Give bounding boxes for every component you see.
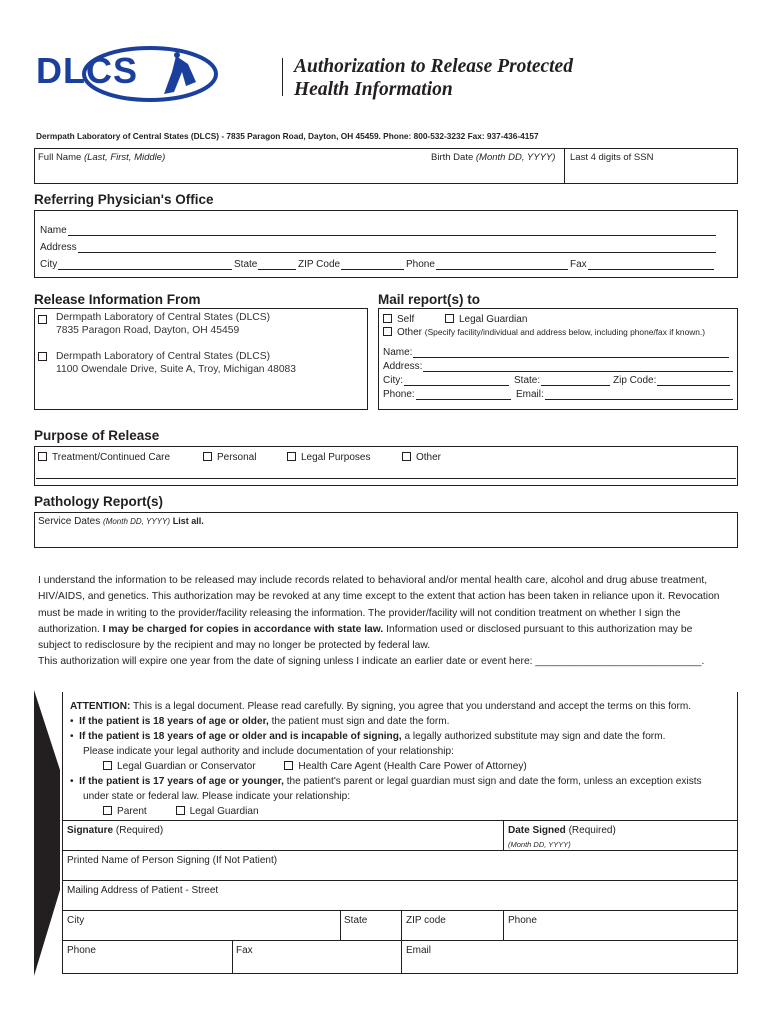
guardian-conservator-checkbox[interactable] (103, 761, 112, 770)
release-dayton-line1: Dermpath Laboratory of Central States (DLCS) (56, 312, 271, 323)
pathology-heading: Pathology Report(s) (34, 494, 164, 509)
physician-fax-field[interactable] (570, 259, 714, 270)
mail-other-label: Other (397, 327, 423, 338)
printed-name-field[interactable]: Printed Name of Person Signing (If Not Patient) (67, 855, 278, 866)
mail-city-label: City: (383, 375, 403, 386)
physician-city-label: City (40, 259, 58, 270)
release-troy-checkbox[interactable] (38, 352, 47, 361)
mail-city-field[interactable] (383, 375, 509, 386)
physician-address-field[interactable] (40, 242, 716, 253)
parent-option[interactable]: Parent (103, 806, 147, 817)
sig-fax-field[interactable]: Fax (236, 945, 253, 956)
purpose-personal-option[interactable] (203, 452, 256, 463)
full-name-hint: (Last, First, Middle) (83, 152, 166, 163)
purpose-other-label: Other (416, 452, 442, 463)
sig-city-field[interactable]: City (67, 915, 85, 926)
sig-zip-field[interactable]: ZIP code (406, 915, 446, 926)
date-signed-hint: (Month DD, YYYY) (508, 840, 571, 849)
mail-guardian-option[interactable] (445, 314, 527, 325)
mail-guardian-label: Legal Guardian (459, 314, 528, 325)
legal-guardian-checkbox[interactable] (176, 806, 185, 815)
signature-label: Signature (67, 825, 114, 836)
mail-self-checkbox[interactable] (383, 314, 392, 323)
signature-field[interactable]: Signature (Required) (67, 825, 164, 836)
mail-phone-label: Phone: (383, 389, 415, 400)
mail-name-field[interactable] (383, 347, 729, 358)
mail-address-label: Address: (383, 361, 423, 372)
logo-text: DLCS (36, 50, 138, 91)
dlcs-logo (36, 42, 220, 104)
mail-phone-field[interactable] (383, 389, 511, 400)
expiration-statement[interactable]: This authorization will expire one year from the date of signing unless I indicate an earlier date or event here: _____________________________. (38, 656, 705, 668)
purpose-personal-label: Personal (217, 452, 257, 463)
release-dayton-checkbox[interactable] (38, 315, 47, 324)
mail-zip-field[interactable] (613, 375, 730, 386)
physician-state-field[interactable] (234, 259, 296, 270)
physician-state-label: State (234, 259, 258, 270)
list-all-label: List all. (172, 516, 204, 526)
purpose-legal-option[interactable] (287, 452, 371, 463)
mail-email-label: Email: (516, 389, 544, 400)
sig-state-field[interactable]: State (344, 915, 368, 926)
physician-name-field[interactable] (40, 225, 716, 236)
full-name-field[interactable] (38, 152, 165, 163)
release-option-troy[interactable] (38, 350, 296, 376)
consent-paragraph: I understand the information to be released may include records related to behavioral and/or mental health care, alcohol and drug abuse treatment, HIV/AIDS, and genetics. This authorization may be revoked at any time except to the extent that action has been taken in reliance upon it. Revocation must be made in writing to the provider/facility releasing the information. The provider/facility will not condition treatment on whether I sign the authorization. I may be charged for copies in accordance with state law. Information used or disclosed pursuant to this authorization may be subject to redisclosure by the recipient and may no longer be protected by federal law. This authorization will expire one year from the date of signing unless I indicate an earlier date or event here: _____________________________. (38, 573, 738, 671)
health-agent-checkbox[interactable] (284, 761, 293, 770)
guardian-conservator-option[interactable]: Legal Guardian or Conservator (103, 761, 256, 772)
legal-guardian-option[interactable]: Legal Guardian (176, 806, 259, 817)
physician-heading: Referring Physician's Office (34, 192, 214, 207)
release-heading: Release Information From (34, 292, 201, 307)
physician-zip-label: ZIP Code (298, 259, 341, 270)
sig-phone-field[interactable]: Phone (67, 945, 96, 956)
release-troy-line1: Dermpath Laboratory of Central States (DLCS) (56, 351, 271, 362)
mail-state-field[interactable] (514, 375, 610, 386)
mail-address-field[interactable] (383, 361, 733, 372)
purpose-personal-checkbox[interactable] (203, 452, 212, 461)
mailing-address-field[interactable]: Mailing Address of Patient - Street (67, 885, 219, 896)
purpose-treatment-option[interactable] (38, 452, 170, 463)
form-title (294, 55, 573, 101)
release-option-dayton[interactable] (38, 311, 270, 337)
sig-phone-field-right[interactable]: Phone (508, 915, 537, 926)
physician-city-field[interactable] (40, 259, 232, 270)
mail-name-label: Name: (383, 347, 413, 358)
service-dates-label: Service Dates (Month DD, YYYY) List all. (38, 516, 204, 527)
purpose-other-option[interactable] (402, 452, 441, 463)
physician-address-label: Address (40, 242, 77, 253)
release-troy-line2: 1100 Owendale Drive, Suite A, Troy, Michigan 48083 (56, 364, 297, 375)
birth-date-hint: (Month DD, YYYY) (475, 152, 556, 163)
mail-other-hint: (Specify facility/individual and address below, including phone/fax if known.) (424, 327, 706, 337)
purpose-legal-label: Legal Purposes (301, 452, 371, 463)
arrow-indicator-icon (34, 690, 62, 976)
purpose-other-checkbox[interactable] (402, 452, 411, 461)
mail-other-option[interactable] (383, 327, 705, 338)
mail-email-field[interactable] (516, 389, 733, 400)
form-title-line2: Health Information (294, 79, 453, 100)
purpose-legal-checkbox[interactable] (287, 452, 296, 461)
physician-fax-label: Fax (570, 259, 587, 270)
mail-guardian-checkbox[interactable] (445, 314, 454, 323)
physician-phone-field[interactable] (406, 259, 568, 270)
full-name-label: Full Name (38, 152, 82, 163)
mail-heading: Mail report(s) to (378, 292, 481, 307)
attention-block: ATTENTION: This is a legal document. Please read carefully. By signing, you agree that you understand and accept the terms on this form. • If the patient is 18 years of age or older, the patient must sign and date the form. • If the patient is 18 years of age or older and is incapable of signing, a legally authorized substitute may sign and date the form. Please indicate your legal authority and include documentation of your relationship: Legal Guardian or Conservator Health Care Agent (Health Care Power of Attorney) • If the patient is 17 years of age or younger, the patient's parent or legal guardian must sign and date the form, unless an exception exists under state or federal law. Please indicate your relationship: Parent Legal Guardian (70, 701, 702, 817)
purpose-treatment-checkbox[interactable] (38, 452, 47, 461)
mail-state-label: State: (514, 375, 541, 386)
service-dates-hint: (Month DD, YYYY) (103, 517, 171, 526)
physician-name-label: Name (40, 225, 67, 236)
birth-date-label: Birth Date (431, 152, 474, 163)
parent-checkbox[interactable] (103, 806, 112, 815)
address-line: Dermpath Laboratory of Central States (DLCS) - 7835 Paragon Road, Dayton, OH 45459. Phone: 800-532-3232 Fax: 937-436-4157 (36, 131, 539, 141)
mail-self-label: Self (397, 314, 415, 325)
form-title-line1: Authorization to Release Protected (294, 56, 573, 77)
sig-email-field[interactable]: Email (406, 945, 432, 956)
release-dayton-line2: 7835 Paragon Road, Dayton, OH 45459 (56, 325, 240, 336)
date-signed-label: Date Signed (508, 825, 566, 836)
purpose-heading: Purpose of Release (34, 428, 160, 443)
health-agent-option[interactable]: Health Care Agent (Health Care Power of Attorney) (284, 761, 526, 772)
birth-date-field[interactable] (431, 152, 555, 163)
mail-self-option[interactable] (383, 314, 414, 325)
physician-phone-label: Phone (406, 259, 435, 270)
date-signed-field[interactable]: Date Signed (Required) (508, 825, 616, 836)
mail-zip-label: Zip Code: (613, 375, 657, 386)
mail-other-checkbox[interactable] (383, 327, 392, 336)
physician-zip-field[interactable] (298, 259, 404, 270)
ssn-field[interactable]: Last 4 digits of SSN (570, 152, 654, 163)
header-divider (282, 58, 283, 96)
purpose-treatment-label: Treatment/Continued Care (52, 452, 171, 463)
